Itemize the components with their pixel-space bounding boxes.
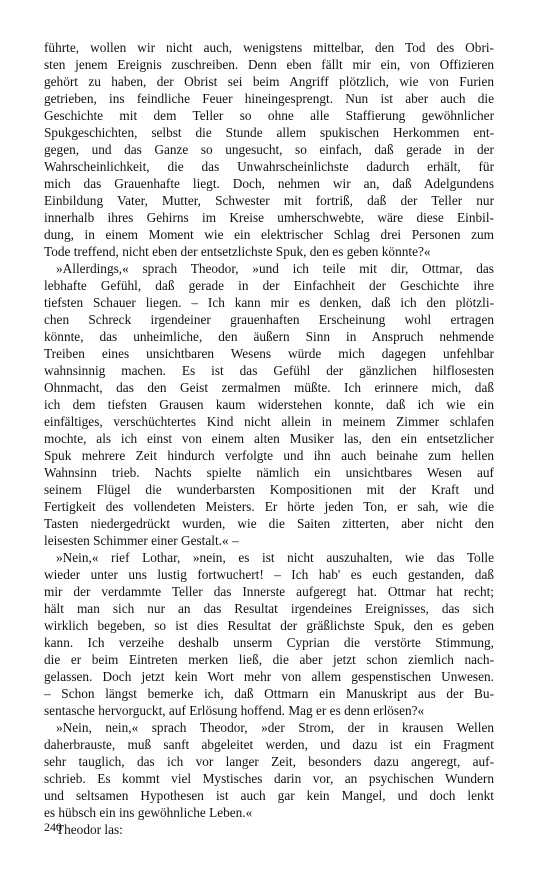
text-line: sentasche hervorguckt, auf Erlösung hoffend. Mag er es denn erlösen?« xyxy=(44,703,425,718)
text-line: Einbildung Vater, Mutter, Schwester mit fortriß, daß der Teller nur xyxy=(44,193,494,208)
text-line: innerhalb ihres Gehirns im Kreise umherschwebte, wäre diese Einbil- xyxy=(44,210,494,225)
text-line: Tasten niedergedrückt wurden, wie die Saiten zitterten, aber nicht den xyxy=(44,516,494,531)
text-line: lebhafte Gefühl, daß gerade in der Einfachheit der Geschichte ihre xyxy=(44,278,494,293)
text-line: einfältiges, verschüchtertes Kind nicht allein in meinem Zimmer schlafen xyxy=(44,414,494,429)
text-line: könnte, das unheimliche, den äußern Sinn in Anspruch nehmende xyxy=(44,329,494,344)
text-line: Ohnmacht, das den Geist zermalmen müßte. Ich erinnere mich, daß xyxy=(44,380,494,395)
text-line: Fertigkeit des vollendeten Meisters. Er hörte jeden Ton, er sah, wie die xyxy=(44,499,494,514)
text-line: Spuk mehrere Zeit hindurch verfolgte und ihn auch beinahe zum hellen xyxy=(44,448,494,463)
body-text xyxy=(44,39,494,838)
text-line: dung, in einem Moment wie ein elektrischer Schlag drei Personen zum xyxy=(44,227,494,242)
text-line: »Nein, nein,« sprach Theodor, »der Strom, der in krausen Wellen xyxy=(56,720,494,735)
text-line: leisesten Schimmer einer Gestalt.« – xyxy=(44,533,239,548)
text-line: getrieben, ins feindliche Feuer hineingesprengt. Nun ist aber auch die xyxy=(44,91,494,106)
text-line: chen Schreck irgendeiner grauenhaften Erscheinung wohl ertragen xyxy=(44,312,494,327)
text-line: sten jenem Ereignis zuschreiben. Denn eben fällt mir ein, von Offizieren xyxy=(44,57,494,72)
paragraph-5 xyxy=(44,821,494,838)
text-line: Tode treffend, nicht eben der entsetzlichste Spuk, den es geben könnte?« xyxy=(44,244,431,259)
text-line: Wahnsinn trieb. Nachts spielte nämlich ein unsichtbares Wesen auf xyxy=(44,465,494,480)
text-line: Geschichte mit dem Teller so ohne alle Staffierung gewöhnlicher xyxy=(44,108,494,123)
text-line: hält man sich nur an das Resultat irgendeines Ereignisses, das sich xyxy=(44,601,494,616)
text-line: ich dem tiefsten Grausen kaum widerstehen konnte, daß ich wie ein xyxy=(44,397,494,412)
text-line: mir der verdammte Teller das Innerste aufgeregt hat. Ottmar hat recht; xyxy=(44,584,494,599)
text-line: »Allerdings,« sprach Theodor, »und ich teile mit dir, Ottmar, das xyxy=(56,261,494,276)
text-line: sehr tauglich, das ich vor langer Zeit, besonders dazu angeregt, auf- xyxy=(44,754,494,769)
text-line: wieder unter uns lustig fortwuchert! – Ich hab' es euch gestanden, daß xyxy=(44,567,494,582)
text-line: seinem Flügel die wunderbarsten Kompositionen mit der Kraft und xyxy=(44,482,494,497)
text-line: gehört zu haben, der Obrist sei beim Angriff plötzlich, wie von Furien xyxy=(44,74,494,89)
text-line: mochte, als ich einst von einem alten Musiker las, den ein entsetzlicher xyxy=(44,431,494,446)
text-line: führte, wollen wir nicht auch, wenigstens mittelbar, den Tod des Obri- xyxy=(44,40,494,55)
text-line: daherbrauste, muß sanft abgeleitet werden, und dazu ist ein Fragment xyxy=(44,737,494,752)
text-line: kann. Ich verzeihe deshalb unserm Cyprian die verstörte Stimmung, xyxy=(44,635,494,650)
text-line: gelassen. Doch jetzt kein Wort mehr von allem gespenstischen Unwesen. xyxy=(44,669,494,684)
text-line: mich das Grauenhafte liegt. Doch, nehmen wir an, daß Adelgundens xyxy=(44,176,494,191)
text-line: Spukgeschichten, selbst die Stunde allem spukischen Herkommen ent- xyxy=(44,125,494,140)
text-line: schrieb. Es kommt viel Mystisches darin vor, an psychischen Wundern xyxy=(44,771,494,786)
text-line: tiefsten Schauer liegen. – Ich kann mir es denken, daß ich den plötzli- xyxy=(44,295,494,310)
page-number: 240 xyxy=(44,820,62,834)
text-line: Treiben eines unsichtbaren Wesens würde mich dagegen unfehlbar xyxy=(44,346,494,361)
text-line: Theodor las: xyxy=(56,822,123,837)
text-line: – Schon längst bemerke ich, daß Ottmarn ein Manuskript aus der Bu- xyxy=(44,686,494,701)
text-line: »Nein,« rief Lothar, »nein, es ist nicht auszuhalten, wie das Tolle xyxy=(56,550,494,565)
text-line: wahnsinnig machen. Es ist das Gefühl der gänzlichen hilflosesten xyxy=(44,363,494,378)
paragraph-4 xyxy=(44,719,494,821)
text-line: die er beim Eintreten merken ließ, die aber jetzt schon ziemlich nach- xyxy=(44,652,494,667)
paragraph-1 xyxy=(44,39,494,260)
text-line: Wahrscheinlichkeit, die das Unwahrscheinlichste dadurch erhält, für xyxy=(44,159,494,174)
text-line: und seltsamen Hypothesen ist auch gar kein Mangel, und doch lenkt xyxy=(44,788,494,803)
text-line: gegen, und das Ganze so ungesucht, so einfach, daß gerade in der xyxy=(44,142,494,157)
text-line: es hübsch ein ins gewöhnliche Leben.« xyxy=(44,805,253,820)
text-line: wirklich begeben, so ist dies Resultat der gräßlichste Spuk, den es geben xyxy=(44,618,494,633)
paragraph-2 xyxy=(44,260,494,549)
paragraph-3 xyxy=(44,549,494,719)
